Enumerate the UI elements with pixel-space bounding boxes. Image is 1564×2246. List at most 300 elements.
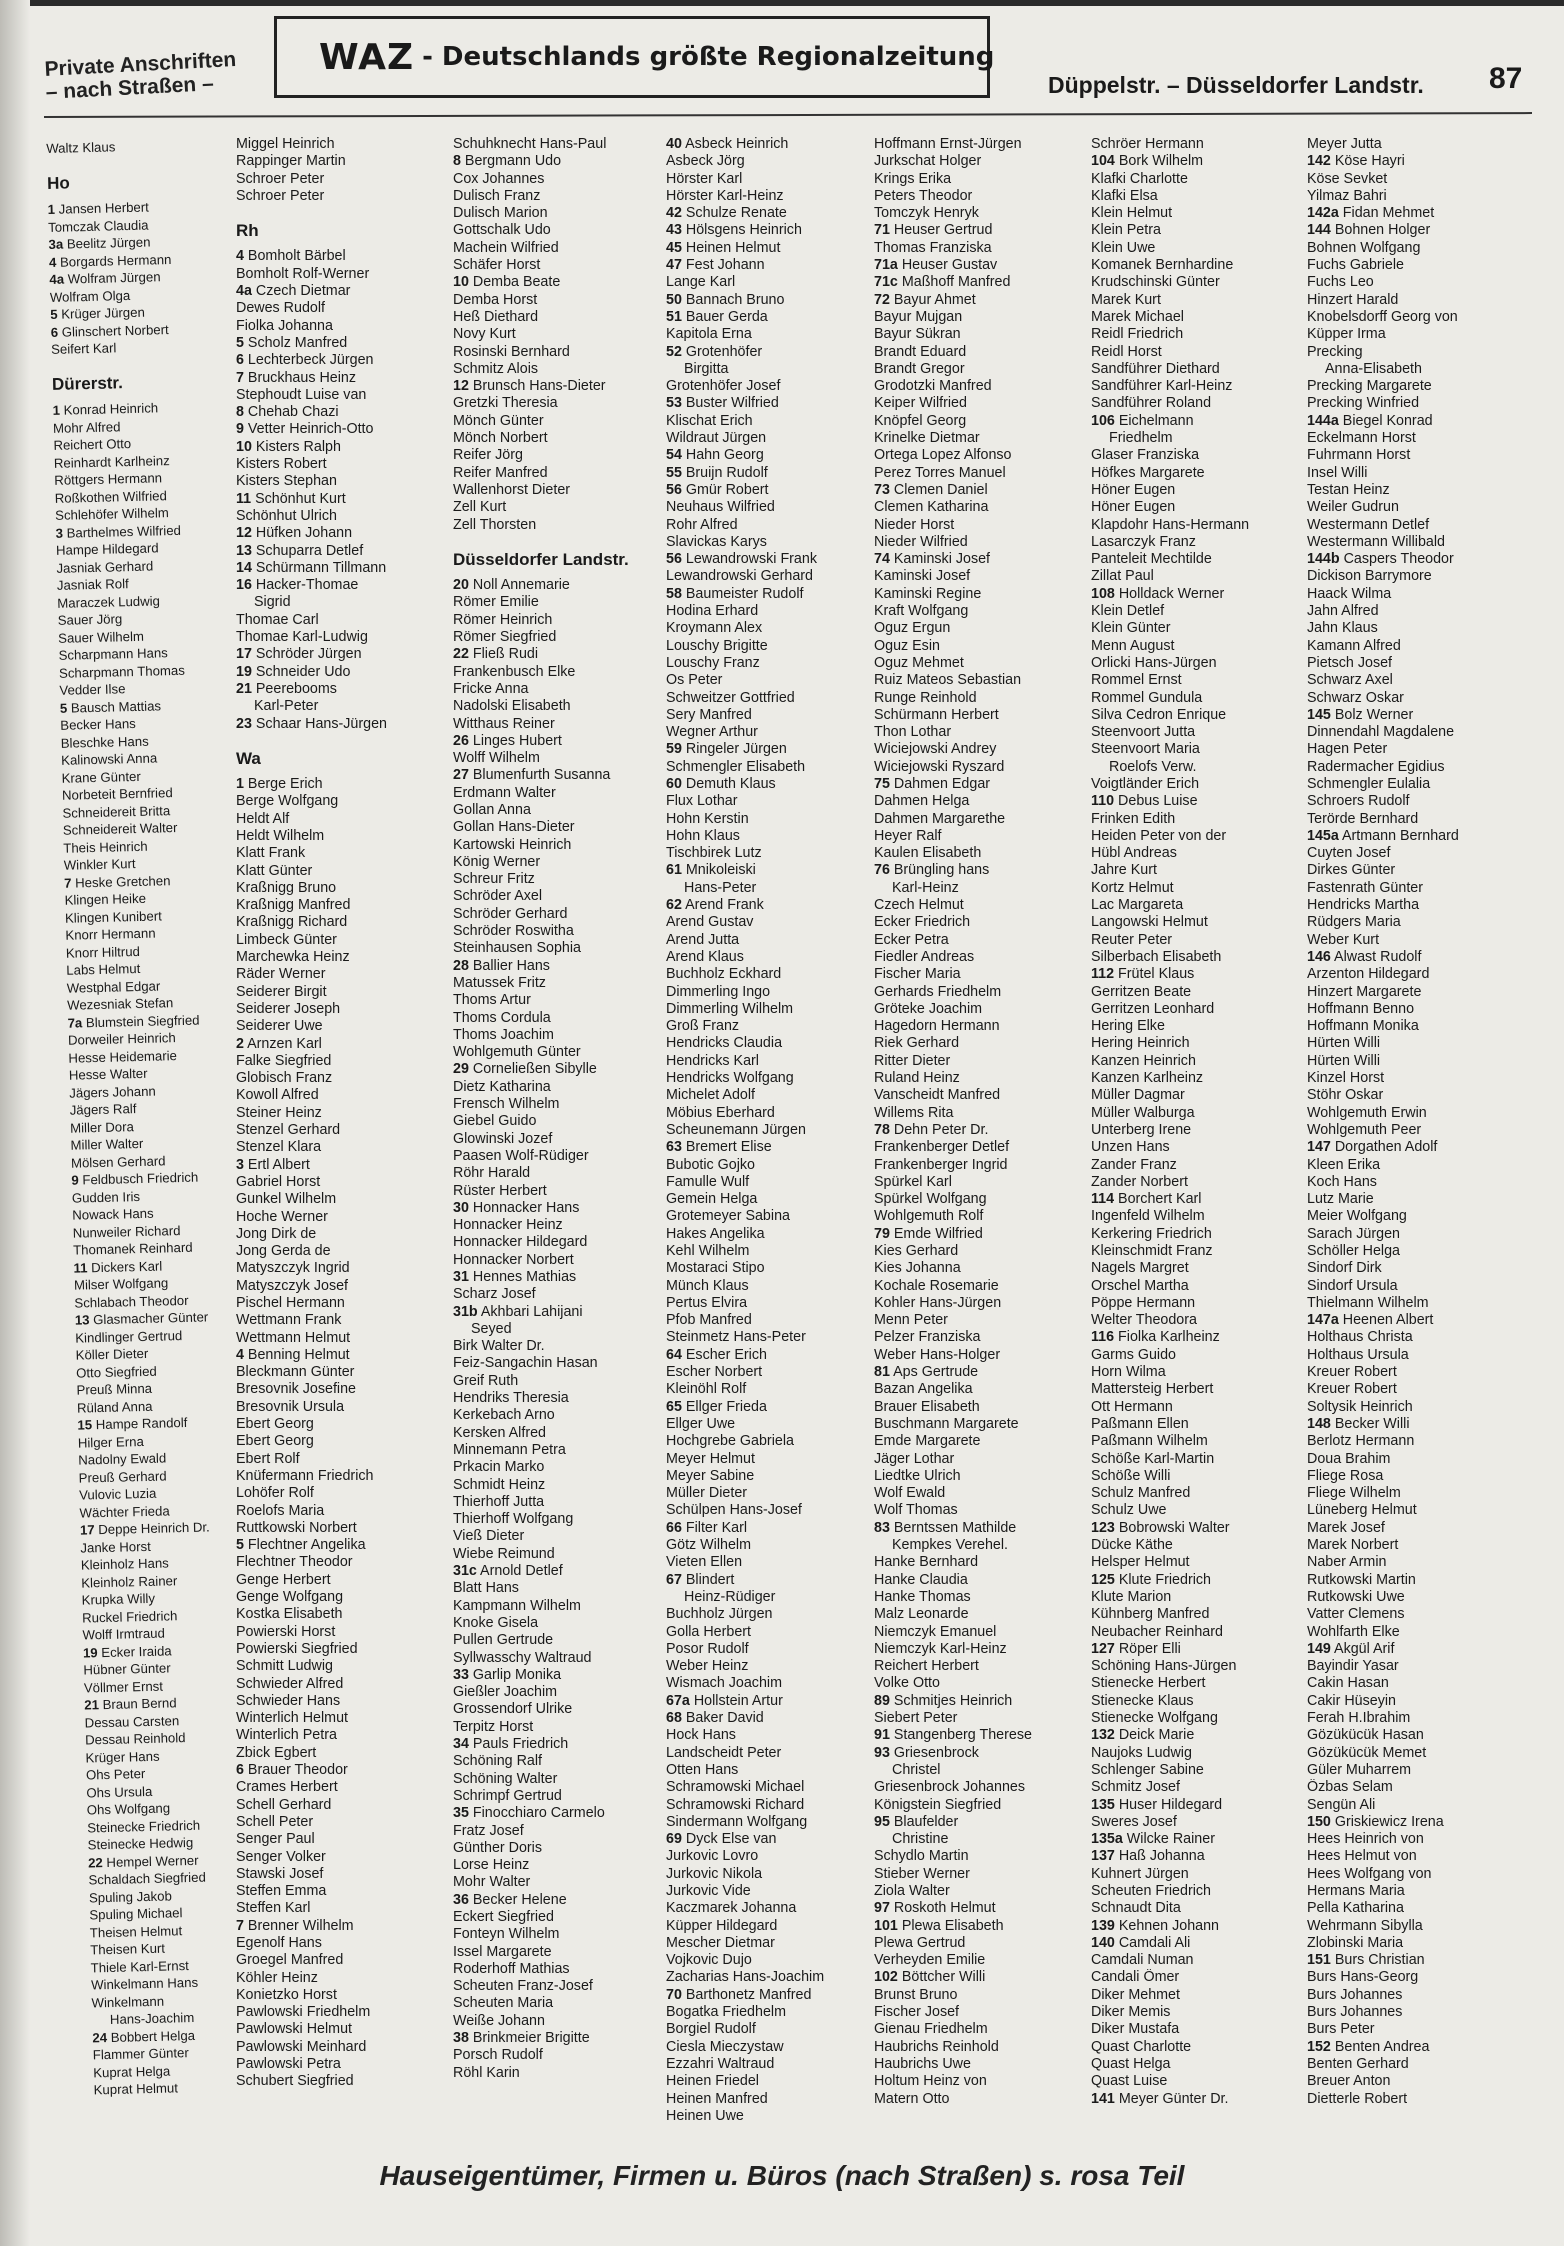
resident-entry: 1 Konrad Heinrich: [52, 400, 159, 418]
resident-entry: Zell Kurt: [453, 499, 507, 516]
house-number: 67a: [666, 1692, 690, 1709]
resident-entry: Schöße Karl-Martin: [1091, 1450, 1215, 1467]
resident-entry: 114 Borchert Karl: [1091, 1191, 1202, 1208]
resident-entry: Reuter Peter: [1091, 931, 1173, 948]
resident-entry: Rüster Herbert: [453, 1182, 547, 1199]
resident-entry: Schell Peter: [236, 1813, 314, 1830]
resident-entry: Thomae Karl-Ludwig: [236, 629, 368, 646]
resident-entry: Gabriel Horst: [236, 1173, 321, 1190]
resident-entry: 148 Becker Willi: [1307, 1415, 1410, 1432]
resident-entry: 5 Bausch Mattias: [59, 697, 162, 716]
resident-entry: 10 Kisters Ralph: [236, 438, 341, 455]
resident-entry: Naber Armin: [1307, 1554, 1387, 1571]
resident-entry: Marek Josef: [1307, 1519, 1385, 1536]
resident-entry: Thon Lothar: [874, 724, 952, 741]
resident-entry: Keiper Wilfried: [874, 395, 967, 412]
resident-entry: Thoms Artur: [453, 992, 531, 1009]
resident-entry: Mönch Günter: [453, 412, 544, 429]
resident-entry: Jasniak Rolf: [56, 576, 129, 593]
resident-entry: Verheyden Emilie: [874, 1952, 986, 1969]
resident-entry: Sery Manfred: [666, 706, 752, 723]
resident-entry: Menn August: [1091, 637, 1175, 654]
resident-entry: Thierhoff Jutta: [453, 1493, 545, 1510]
resident-entry: Eckert Siegfried: [453, 1908, 554, 1925]
resident-entry: Jurkovic Lovro: [666, 1848, 759, 1865]
resident-entry: Klingen Kunibert: [64, 907, 162, 926]
resident-entry: Rutkowski Uwe: [1307, 1588, 1405, 1605]
resident-entry: 78 Dehn Peter Dr.: [874, 1121, 989, 1138]
resident-entry: Quast Charlotte: [1091, 2038, 1192, 2055]
resident-entry: Ferah H.Ibrahim: [1307, 1710, 1411, 1727]
resident-entry: 51 Bauer Gerda: [666, 308, 768, 325]
resident-entry: Seiderer Birgit: [236, 983, 327, 1000]
resident-entry: Syllwasschy Waltraud: [453, 1649, 592, 1666]
resident-entry: Hendriks Theresia: [453, 1390, 569, 1407]
resident-entry: Gröteke Joachim: [874, 1000, 983, 1017]
house-number: 91: [874, 1727, 890, 1744]
house-number: 6: [50, 324, 59, 340]
resident-entry: Jasniak Gerhard: [56, 558, 154, 576]
resident-entry: Kalinowski Anna: [60, 750, 158, 768]
resident-entry: Neubacher Reinhard: [1091, 1623, 1223, 1640]
resident-entry: Silva Cedron Enrique: [1091, 706, 1227, 723]
resident-entry: Kleinholz Rainer: [81, 1572, 178, 1591]
resident-entry: Lorse Heinz: [453, 1857, 530, 1874]
house-number: 7a: [67, 1014, 83, 1031]
house-number: 139: [1091, 1917, 1115, 1934]
resident-entry: Kerkebach Arno: [453, 1407, 555, 1424]
house-number: 56: [666, 481, 682, 498]
column-6: [1091, 136, 1301, 2108]
resident-entry: Minnemann Petra: [453, 1441, 566, 1458]
resident-entry: Schröder Roswitha: [453, 923, 574, 940]
resident-entry: 135a Wilcke Rainer: [1091, 1831, 1215, 1848]
resident-entry: 8 Bergmann Udo: [453, 153, 562, 170]
resident-entry: Hürten Willi: [1307, 1035, 1381, 1052]
resident-entry: Arend Jutta: [666, 931, 740, 948]
resident-entry: Wehrmann Sibylla: [1307, 1917, 1423, 1934]
resident-entry: Scheunemann Jürgen: [666, 1121, 806, 1138]
resident-entry: Kisters Robert: [236, 456, 327, 473]
house-number: 81: [874, 1364, 890, 1381]
resident-entry: Testan Heinz: [1307, 481, 1390, 498]
resident-entry: Nieder Wilfried: [874, 533, 968, 550]
resident-entry: Dahmen Helga: [874, 793, 970, 810]
resident-entry: Holtum Heinz von: [874, 2073, 987, 2090]
resident-entry: Schöning Ralf: [453, 1753, 543, 1770]
resident-entry: Kuhnert Jürgen: [1091, 1865, 1189, 1882]
resident-entry: Burs Hans-Georg: [1307, 1969, 1419, 1986]
resident-entry: Schülpen Hans-Josef: [666, 1502, 802, 1519]
house-number: 60: [666, 775, 682, 792]
resident-entry: 33 Garlip Monika: [453, 1666, 562, 1683]
resident-entry: Königstein Siegfried: [874, 1796, 1002, 1813]
resident-entry: 147a Heenen Albert: [1307, 1312, 1434, 1329]
resident-entry: Kanzen Heinrich: [1091, 1052, 1196, 1069]
resident-entry: Insel Willi: [1307, 464, 1368, 481]
resident-entry: Höner Eugen: [1091, 499, 1176, 516]
resident-entry: Küpper Irma: [1307, 326, 1386, 343]
resident-entry: Hochgrebe Gabriela: [666, 1433, 794, 1450]
resident-entry: Volke Otto: [874, 1675, 940, 1692]
resident-entry: Genge Wolfgang: [236, 1589, 344, 1606]
resident-entry: 5 Krüger Jürgen: [50, 304, 145, 322]
house-number: 21: [84, 1697, 100, 1713]
resident-entry: Michelet Adolf: [666, 1087, 756, 1104]
resident-entry: 139 Kehnen Johann: [1091, 1917, 1220, 1934]
resident-entry: Schell Gerhard: [236, 1796, 332, 1813]
house-number: 13: [236, 542, 252, 559]
resident-entry: Weber Kurt: [1307, 931, 1380, 948]
resident-entry: 83 Berntssen Mathilde: [874, 1519, 1017, 1536]
resident-entry: Arend Gustav: [666, 914, 754, 931]
resident-entry: Kleinschmidt Franz: [1091, 1243, 1213, 1259]
resident-entry: Heinen Friedel: [666, 2073, 759, 2090]
resident-entry: Schwarz Axel: [1307, 672, 1393, 689]
resident-entry: Matyszczyk Ingrid: [236, 1260, 350, 1277]
resident-entry: 21 Braun Bernd: [84, 1695, 177, 1713]
resident-entry: Schröder Axel: [453, 888, 543, 905]
waz-banner: [274, 16, 995, 98]
resident-entry: Stienecke Herbert: [1091, 1675, 1206, 1692]
resident-entry: Wiebe Reimund: [453, 1545, 555, 1562]
street-range: Düppelstr. – Düsseldorfer Landstr.: [1048, 72, 1424, 98]
resident-entry: 4a Czech Dietmar: [236, 283, 351, 300]
resident-entry: Hakes Angelika: [666, 1225, 765, 1242]
resident-entry: Demba Horst: [453, 291, 538, 308]
resident-entry: Theisen Helmut: [89, 1922, 183, 1940]
house-number: 147: [1307, 1139, 1331, 1156]
resident-entry: 31b Akhbari Lahijani: [453, 1303, 583, 1320]
resident-entry: Otto Siegfried: [75, 1363, 157, 1381]
resident-entry: Özbas Selam: [1307, 1779, 1393, 1796]
resident-entry: Sandführer Diethard: [1091, 360, 1220, 377]
house-number: 66: [666, 1519, 682, 1536]
resident-entry: Grotenhöfer Josef: [666, 378, 781, 395]
house-number: 89: [874, 1692, 890, 1709]
resident-entry: Pawlowski Meinhard: [236, 2038, 367, 2055]
resident-entry: Kampmann Wilhelm: [453, 1597, 581, 1614]
resident-entry: 45 Heinen Helmut: [666, 239, 781, 256]
resident-entry: Gerhards Friedhelm: [874, 983, 1002, 1000]
house-number: 19: [236, 663, 252, 680]
resident-entry: Louschy Brigitte: [666, 637, 768, 654]
house-number: 74: [874, 551, 890, 568]
resident-entry: 76 Brüngling hans: [874, 862, 990, 879]
resident-entry: Schmengler Elisabeth: [666, 758, 806, 775]
entry-continuation: Birgitta: [684, 360, 729, 377]
resident-entry: Nagels Margret: [1091, 1260, 1189, 1277]
resident-entry: Frankenberger Detlef: [874, 1139, 1010, 1156]
resident-entry: Reifer Jörg: [453, 447, 523, 464]
resident-entry: 28 Ballier Hans: [453, 957, 550, 974]
resident-entry: Pöppe Hermann: [1091, 1294, 1196, 1311]
resident-entry: Buschmann Margarete: [874, 1415, 1019, 1432]
resident-entry: Siebert Peter: [874, 1710, 958, 1727]
resident-entry: 150 Griskiewicz Irena: [1307, 1813, 1444, 1830]
resident-entry: Bayur Sükran: [874, 326, 961, 343]
house-number: 132: [1091, 1727, 1115, 1744]
resident-entry: 60 Demuth Klaus: [666, 775, 776, 792]
resident-entry: Theisen Kurt: [90, 1940, 166, 1958]
house-number: 101: [874, 1917, 898, 1934]
resident-entry: 4 Bomholt Bärbel: [236, 248, 346, 265]
resident-entry: Weber Heinz: [666, 1658, 749, 1675]
resident-entry: Klatt Günter: [236, 862, 313, 879]
resident-entry: Götz Wilhelm: [666, 1537, 751, 1554]
resident-entry: 1 Jansen Herbert: [47, 199, 150, 217]
resident-entry: Schmitt Ludwig: [236, 1658, 333, 1675]
resident-entry: Wolf Ewald: [874, 1485, 946, 1502]
resident-entry: 4 Benning Helmut: [236, 1346, 350, 1363]
house-number: 140: [1091, 1934, 1115, 1951]
resident-entry: Silberbach Elisabeth: [1091, 948, 1222, 965]
resident-entry: Ohs Wolfgang: [86, 1800, 171, 1818]
resident-entry: Prkacin Marko: [453, 1459, 545, 1476]
house-number: 6: [236, 1762, 244, 1779]
entry-continuation: Christine: [892, 1831, 949, 1848]
resident-entry: Schwieder Alfred: [236, 1675, 344, 1692]
house-number: 71c: [874, 274, 898, 291]
resident-entry: Hees Wolfgang von: [1307, 1865, 1432, 1882]
resident-entry: Scharpmann Hans: [58, 645, 168, 663]
resident-entry: Kinzel Horst: [1307, 1070, 1385, 1087]
house-number: 59: [666, 741, 682, 758]
house-number: 4a: [49, 271, 65, 287]
house-number: 144b: [1307, 551, 1340, 568]
house-number: 33: [453, 1666, 469, 1683]
resident-entry: 27 Blumenfurth Susanna: [453, 767, 611, 784]
resident-entry: Czech Helmut: [874, 897, 964, 914]
street-heading: Wa: [236, 749, 261, 768]
resident-entry: 5 Flechtner Angelika: [236, 1537, 366, 1554]
resident-entry: Kraßnigg Bruno: [236, 879, 337, 896]
house-number: 71: [874, 222, 890, 239]
house-number: 71a: [874, 257, 898, 274]
resident-entry: Candali Ömer: [1091, 1969, 1180, 1986]
resident-entry: Hagen Peter: [1307, 741, 1388, 758]
resident-entry: Kraßnigg Richard: [236, 914, 348, 931]
resident-entry: Westermann Detlef: [1307, 516, 1430, 533]
resident-entry: Rüdgers Maria: [1307, 914, 1401, 931]
resident-entry: Heinen Uwe: [666, 2107, 744, 2124]
resident-entry: Erdmann Walter: [453, 784, 556, 801]
resident-entry: Wegner Arthur: [666, 724, 758, 741]
resident-entry: Ciesla Mieczystaw: [666, 2038, 784, 2055]
resident-entry: Kleen Erika: [1307, 1156, 1381, 1173]
resident-entry: 9 Vetter Heinrich-Otto: [236, 421, 374, 438]
resident-entry: Porsch Rudolf: [453, 2047, 543, 2064]
resident-entry: Norbeteit Bernfried: [61, 785, 173, 803]
house-number: 4a: [236, 283, 252, 300]
resident-entry: Hörster Karl: [666, 170, 743, 187]
house-number: 151: [1307, 1952, 1331, 1969]
resident-entry: Zacharias Hans-Joachim: [666, 1969, 825, 1986]
resident-entry: Powierski Siegfried: [236, 1640, 358, 1657]
resident-entry: Thielmann Wilhelm: [1307, 1294, 1429, 1311]
house-number: 1: [47, 201, 56, 217]
entry-continuation: Hans-Joachim: [109, 2009, 195, 2027]
resident-entry: Globisch Franz: [236, 1070, 333, 1087]
resident-entry: Kamann Alfred: [1307, 637, 1401, 654]
resident-entry: Pischel Hermann: [236, 1295, 345, 1311]
resident-entry: Jahre Kurt: [1091, 862, 1157, 879]
resident-entry: Eckelmann Horst: [1307, 430, 1416, 447]
resident-entry: Brunst Bruno: [874, 1986, 958, 2003]
resident-entry: Schöße Willi: [1091, 1467, 1171, 1484]
resident-entry: Jahn Alfred: [1307, 603, 1379, 620]
resident-entry: Pullen Gertrude: [453, 1632, 554, 1649]
resident-entry: Oguz Mehmet: [874, 654, 964, 671]
resident-entry: Dahmen Margarethe: [874, 810, 1006, 827]
house-number: 47: [666, 257, 682, 274]
resident-entry: Dimmerling Ingo: [666, 983, 771, 1000]
resident-entry: Fiedler Andreas: [874, 948, 975, 965]
house-number: 65: [666, 1398, 682, 1415]
resident-entry: Wohlgemuth Peer: [1307, 1121, 1422, 1138]
resident-entry: Räder Werner: [236, 966, 326, 983]
resident-entry: Römer Heinrich: [453, 611, 553, 628]
house-number: 123: [1091, 1519, 1115, 1536]
resident-entry: Müller Dieter: [666, 1485, 748, 1502]
resident-entry: 31c Arnold Detlef: [453, 1563, 563, 1580]
resident-entry: Precking: [1307, 343, 1363, 360]
house-number: 4: [236, 1346, 244, 1363]
resident-entry: Koch Hans: [1307, 1173, 1377, 1190]
house-number: 3: [55, 525, 64, 541]
house-number: 42: [666, 205, 682, 222]
house-number: 9: [71, 1172, 79, 1188]
resident-entry: Kapitola Erna: [666, 326, 752, 343]
resident-entry: Maraczek Ludwig: [57, 592, 161, 611]
resident-entry: Terörde Bernhard: [1307, 810, 1419, 827]
resident-entry: Otten Hans: [666, 1761, 739, 1778]
resident-entry: Thoms Joachim: [453, 1026, 554, 1043]
resident-entry: Milser Wolfgang: [73, 1275, 169, 1293]
resident-entry: Müller Walburga: [1091, 1104, 1195, 1121]
resident-entry: Zander Norbert: [1091, 1173, 1188, 1190]
resident-entry: Weiler Gudrun: [1307, 499, 1399, 516]
resident-entry: Vulovic Luzia: [78, 1485, 157, 1503]
resident-entry: Niemczyk Karl-Heinz: [874, 1640, 1007, 1657]
resident-entry: Lange Karl: [666, 274, 736, 291]
resident-entry: 116 Fiolka Karlheinz: [1091, 1329, 1220, 1346]
resident-entry: Gießler Joachim: [453, 1684, 558, 1701]
resident-entry: 6 Lechterbeck Jürgen: [236, 352, 374, 369]
resident-entry: Schöning Hans-Jürgen: [1091, 1658, 1237, 1675]
resident-entry: Vedder Ilse: [59, 681, 126, 698]
resident-entry: 73 Clemen Daniel: [874, 481, 988, 498]
resident-entry: 7 Bruckhaus Heinz: [236, 369, 356, 386]
resident-entry: Sengün Ali: [1307, 1796, 1376, 1813]
section-label: [44, 48, 238, 104]
house-number: 1: [236, 776, 244, 793]
resident-entry: Diker Mehmet: [1091, 1986, 1180, 2003]
resident-entry: Brandt Eduard: [874, 343, 967, 360]
house-number: 50: [666, 291, 682, 308]
resident-entry: 12 Brunsch Hans-Dieter: [453, 378, 606, 395]
resident-entry: Schöning Walter: [453, 1770, 558, 1787]
entry-continuation: Karl-Peter: [254, 698, 319, 715]
resident-entry: Kies Gerhard: [874, 1243, 959, 1259]
resident-entry: 55 Bruijn Rudolf: [666, 464, 768, 481]
resident-entry: Hoffmann Benno: [1307, 1000, 1415, 1017]
resident-entry: 11 Dickers Karl: [73, 1257, 163, 1276]
resident-entry: Grossendorf Ulrike: [453, 1701, 573, 1718]
resident-entry: Kehl Wilhelm: [666, 1243, 750, 1259]
resident-entry: 13 Schuparra Detlef: [236, 542, 364, 559]
resident-entry: Tomczak Claudia: [47, 217, 149, 235]
house-number: 56: [666, 551, 682, 568]
resident-entry: Hoffmann Monika: [1307, 1018, 1419, 1035]
resident-entry: Jäger Lothar: [874, 1450, 955, 1467]
resident-entry: Brauer Elisabeth: [874, 1398, 980, 1415]
resident-entry: Glaser Franziska: [1091, 447, 1200, 464]
column-3: [453, 136, 665, 2082]
street-heading: Rh: [236, 222, 259, 240]
house-number: 137: [1091, 1848, 1115, 1865]
resident-entry: Komanek Bernhardine: [1091, 257, 1234, 274]
resident-entry: 31 Hennes Mathias: [453, 1269, 577, 1285]
resident-entry: Escher Norbert: [666, 1364, 763, 1381]
resident-entry: Pietsch Josef: [1307, 654, 1393, 671]
resident-entry: König Werner: [453, 853, 541, 870]
resident-entry: Bubotic Gojko: [666, 1156, 756, 1173]
house-number: 7: [63, 875, 72, 891]
resident-entry: Ruckel Friedrich: [81, 1607, 178, 1626]
resident-entry: Ecker Friedrich: [874, 914, 971, 931]
resident-entry: Zbick Egbert: [236, 1744, 317, 1761]
resident-entry: Kanzen Karlheinz: [1091, 1070, 1204, 1087]
resident-entry: Ebert Georg: [236, 1416, 314, 1433]
house-number: 4: [236, 248, 244, 265]
house-number: 149: [1307, 1640, 1331, 1657]
resident-entry: Bayindir Yasar: [1307, 1658, 1399, 1675]
resident-entry: Köse Sevket: [1307, 170, 1388, 187]
resident-entry: Breuer Anton: [1307, 2073, 1391, 2090]
resident-entry: Peters Theodor: [874, 187, 973, 204]
resident-entry: Marek Norbert: [1307, 1537, 1399, 1554]
resident-entry: Vieten Ellen: [666, 1554, 743, 1571]
house-number: 78: [874, 1121, 890, 1138]
resident-entry: Fricke Anna: [453, 680, 529, 697]
resident-entry: Klatt Frank: [236, 845, 306, 862]
resident-entry: 71c Maßhoff Manfred: [874, 274, 1011, 291]
resident-entry: 66 Filter Karl: [666, 1519, 748, 1536]
resident-entry: Schöller Helga: [1307, 1243, 1400, 1259]
resident-entry: 9 Feldbusch Friedrich: [71, 1169, 199, 1188]
resident-entry: Steiner Heinz: [236, 1104, 322, 1121]
resident-entry: Bresovnik Josefine: [236, 1381, 356, 1398]
resident-entry: 50 Bannach Bruno: [666, 291, 785, 308]
resident-entry: 19 Ecker Iraida: [82, 1642, 172, 1661]
house-number: 52: [666, 343, 682, 360]
resident-entry: Vatter Clemens: [1307, 1606, 1405, 1623]
entry-continuation: Roelofs Verw.: [1109, 758, 1197, 775]
resident-entry: Lutz Marie: [1307, 1191, 1374, 1208]
resident-entry: Grotemeyer Sabina: [666, 1208, 790, 1225]
resident-entry: Rüland Anna: [76, 1398, 153, 1416]
resident-entry: Posor Rudolf: [666, 1640, 749, 1657]
resident-entry: Ecker Petra: [874, 931, 949, 948]
house-number: 3a: [48, 236, 64, 252]
resident-entry: 65 Ellger Frieda: [666, 1398, 767, 1415]
resident-entry: Stawski Josef: [236, 1865, 324, 1882]
resident-entry: Steinecke Friedrich: [87, 1817, 201, 1835]
resident-entry: Hörster Karl-Heinz: [666, 187, 784, 204]
house-number: 2: [236, 1035, 244, 1052]
resident-entry: 127 Röper Elli: [1091, 1640, 1181, 1657]
